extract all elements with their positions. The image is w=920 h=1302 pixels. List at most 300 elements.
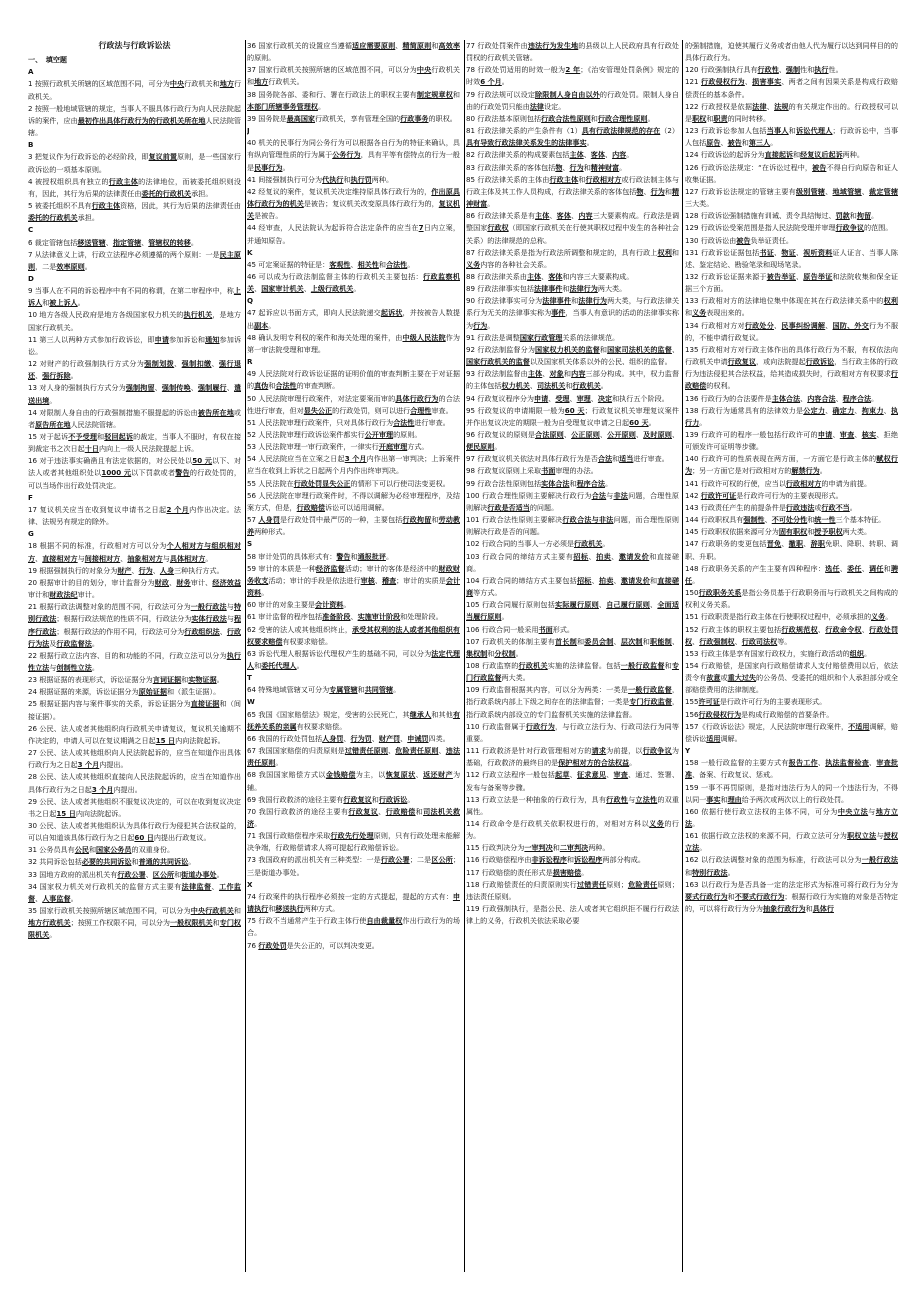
answer-blank: 职能制	[650, 636, 672, 646]
answer-blank: 特别行政法	[692, 867, 728, 877]
question-paragraph: 44 经审查，人民法院认为起诉符合法定条件的应当在7日内立案，并通知原告。	[247, 223, 460, 245]
answer-blank: 自己履行原则	[606, 600, 651, 610]
answer-blank: 主体	[527, 369, 543, 379]
answer-blank: 调任	[869, 563, 884, 573]
answer-blank: 财政	[154, 577, 170, 587]
answer-blank: 行政相对方	[785, 478, 822, 488]
question-paragraph: 74 行政案件的执行程序必须按一定的方式提起，提起的方式有：申请执行和移送执行两种方式。	[247, 891, 460, 914]
answer-blank: 特别行政法	[28, 602, 241, 624]
answer-blank: 审理	[576, 393, 591, 403]
answer-blank: 经复议后起诉	[800, 150, 843, 160]
question-paragraph: 105 行政合同履行原则包括实际履行原则、自己履行原则、全面适当履行原则。	[466, 600, 679, 622]
answer-blank: 效率原则	[56, 261, 85, 271]
answer-blank: 行政规范权	[781, 624, 818, 634]
answer-blank: 行政主体	[108, 176, 139, 186]
question-paragraph: 90 行政法律事实可分为法律事件和法律行为两大类，与行政法律关系行为无关的法律事实称为事件，当事人有意识的活动的法律事实称为行为。	[466, 296, 679, 330]
answer-blank: 便民原则	[466, 442, 495, 452]
question-paragraph: 26 公民、法人或者其他组织向行政机关申请复议，复议机关逾期不作决定的，申请人可以在复议期满之日起15 日内向法院起诉。	[28, 723, 241, 745]
answer-blank: 具体行	[812, 904, 834, 914]
answer-blank: 受理	[555, 393, 570, 403]
answer-blank: 代执行	[322, 174, 344, 184]
answer-blank: 创制性立法	[56, 662, 92, 672]
answer-blank: 全面适当履行原则	[466, 600, 679, 622]
answer-blank: 上诉人	[28, 286, 241, 308]
answer-blank: 最高国家	[286, 113, 316, 123]
answer-blank: 征求意见	[576, 770, 607, 780]
answer-blank: 法定代理人	[247, 648, 460, 670]
question-paragraph: 75 行政不当通常产生于行政主体行使自由裁量权作出行政行为的场合。	[247, 916, 460, 938]
answer-blank: 故意	[706, 673, 721, 683]
question-paragraph: 27 公民、法人或其他组织向人民法院起诉的，应当在知道作出具体行政行为之日起3 个月内提出。	[28, 748, 241, 770]
question-paragraph: 5 被委托组织不具有行政主体资格，因此，其行为后果的法律责任由委托的行政机关承担。	[28, 201, 241, 223]
question-paragraph: 102 行政合同的当事人一方必须是行政机关。	[466, 539, 610, 549]
answer-blank: 被告	[736, 235, 751, 245]
answer-blank: 行政处罚显失公正	[293, 478, 351, 488]
answer-blank: 公定力	[803, 405, 826, 415]
answer-blank: 程序行政法	[28, 614, 241, 636]
question-paragraph: 77 行政处罚案件由违法行为发生地的县级以上人民政府具有行政处罚权的行政机关管辖。	[466, 41, 679, 63]
question-paragraph: 148 行政职务关系的产生主要有四种程序：选任、委任、调任和聘任。	[685, 563, 898, 585]
answer-blank: 复议前置	[148, 152, 178, 162]
question-paragraph: 162 以行政法调整对象的范围为标准，行政法可以分为一般行政法和特别行政法。	[685, 855, 898, 877]
answer-blank: 直接磋商	[466, 575, 679, 598]
question-paragraph: 91 行政法是调整国家行政管理关系的法律规范。	[466, 332, 620, 342]
answer-blank: 显失公正	[303, 405, 333, 415]
answer-blank: 不适用	[848, 721, 870, 731]
answer-blank: 本部门所辖事务管理权	[247, 101, 318, 111]
question-paragraph: 104 行政合同的缔结方式主要包括招标、拍卖、邀请发价和直接磋商等方式。	[466, 575, 679, 598]
answer-blank: 行政行为法	[28, 626, 241, 648]
question-paragraph: 115 行政判决分为一审判决和二审判决两种。	[466, 843, 610, 853]
question-paragraph: 57 人身罚是行政处罚中最严厉的一种，主要包括行政拘留和劳动教养两种形式。	[247, 515, 460, 537]
answer-blank: 间接相对方	[84, 553, 121, 563]
question-paragraph: 64 特殊地域管辖又可分为专属管辖和共同管辖。	[247, 685, 401, 695]
question-paragraph: 80 行政法基本原则包括行政合法性原则和行政合理性原则。	[466, 113, 655, 123]
answer-blank: 拘留	[856, 211, 872, 221]
answer-blank: 拍卖	[598, 575, 614, 585]
answer-blank: 职权	[692, 113, 707, 123]
answer-blank: 作出原具体行政行为的机关	[247, 186, 460, 209]
answer-blank: 权利	[657, 247, 672, 257]
answer-blank: 行政复议	[343, 794, 372, 804]
answer-blank: 主体合法	[771, 393, 801, 403]
question-paragraph: 34 国家权力机关对行政机关的监督方式主要有法律监督、工作监督、人事监督。	[28, 881, 241, 903]
answer-blank: 合法性	[385, 259, 408, 269]
answer-blank: 指定管辖	[112, 237, 142, 247]
index-letter-heading: Y	[685, 746, 691, 756]
question-paragraph: 73 我国政府的派出机关有三种类型：一是行政公署；二是区公所；三是街道办事处。	[247, 855, 460, 877]
index-letter-heading: Q	[247, 296, 254, 306]
answer-blank: 相关性	[357, 259, 379, 269]
answer-blank: 程序合法	[842, 393, 872, 403]
answer-blank: 实物证据	[188, 675, 217, 685]
answer-blank: 复议机关	[247, 199, 460, 221]
question-paragraph: 153 行政主体是享有国家行政权力，实施行政活动的组织。	[685, 648, 872, 658]
question-paragraph: 2 按照一般地域管辖的规定，当事人不服具体行政行为向人民法院起诉的案件，应由最初作出具体行政行为的行政机关所在地人民法院管辖。	[28, 103, 241, 138]
question-paragraph: 92 行政法制监督分为国家权力机关的监督和国家司法机关的监督、国家行政机关的监督以及国家机关体系以外的公民、组织的监督。	[466, 344, 679, 367]
answer-blank: 专门权限机关	[28, 918, 241, 940]
question-paragraph: 108 行政监察的行政机关实施的法律监督。包括一般行政监督和专门行政监督两大类。	[466, 660, 679, 683]
answer-blank: 权利	[883, 296, 898, 306]
answer-blank: 财政财务收支	[247, 563, 460, 585]
answer-blank: 原告所在地	[35, 419, 71, 429]
answer-blank: 客体	[590, 150, 605, 160]
question-paragraph: 39 国务院是最高国家行政机关，享有管理全国的行政事务的职权。	[247, 113, 457, 123]
index-letter-heading: D	[28, 273, 34, 283]
answer-blank: 理由	[727, 794, 742, 804]
answer-blank: 审查批准	[685, 758, 898, 780]
answer-blank: 执行罚	[350, 174, 372, 184]
answer-blank: 地域管辖	[832, 186, 862, 196]
answer-blank: 准备阶段	[322, 612, 351, 622]
question-paragraph: 67 我国国家赔偿的归责原则是过错责任原则、危险责任原则、违法责任原则。	[247, 746, 460, 768]
question-paragraph: 32 共同诉讼包括必要的共同诉讼和普通的共同诉讼。	[28, 857, 196, 867]
question-paragraph: 55 人民法院在行政处罚显失公正的情形下可以行使司法变更权。	[247, 478, 450, 488]
question-paragraph: 161 依据行政立法权的来源不同，行政立法可分为职权立法与授权立法。	[685, 831, 898, 853]
question-paragraph: 132 行政诉讼证据来源于被告举证、原告举证和法院收集和保全证据三个方面。	[685, 271, 898, 294]
answer-blank: 行政监察机关	[247, 271, 460, 294]
question-paragraph: 76 行政处罚是失公正的，可以判决变更。	[247, 940, 379, 950]
question-paragraph: 120 行政强制执行具有行政性、强制性和执行性。	[685, 65, 843, 75]
answer-blank: 被告	[812, 162, 827, 172]
question-paragraph: 79 行政法规可以设定除限制人身自由以外的行政处罚。限制人身自由的行政处罚只能由法律设定。	[466, 89, 679, 111]
answer-blank: 内容合法	[807, 393, 836, 403]
answer-blank: 高效率	[438, 41, 460, 50]
answer-blank: 申诫罚	[407, 733, 429, 743]
answer-blank: 15 日	[155, 735, 176, 745]
answer-blank: 违法行为发生地	[527, 41, 579, 50]
answer-blank: 行政主体	[91, 201, 121, 211]
answer-blank: 第三人	[748, 138, 771, 148]
question-paragraph: 114 行政命令是行政机关依职权进行的，对相对方科以义务的行为。	[466, 819, 679, 841]
answer-blank: 实体合法	[541, 478, 570, 488]
answer-blank: 行政赔偿	[685, 369, 898, 391]
question-paragraph: 47 起诉应以书面方式，即向人民法院递交起诉状，并按被告人数提出副本。	[247, 308, 460, 330]
question-paragraph: 127 行政诉讼法规定的管辖主要有级别管辖、地域管辖、裁定管辖三大类。	[685, 186, 898, 209]
answer-blank: 合法	[591, 490, 607, 500]
answer-blank: 行为	[650, 186, 665, 196]
answer-blank: 行政复议	[348, 806, 379, 816]
question-paragraph: 37 国家行政机关按照所辖的区域范围不同，可以分为中央行政机关和地方行政机关。	[247, 65, 460, 87]
answer-blank: 过错责任原则	[344, 746, 389, 756]
question-paragraph: 10 地方各级人民政府是地方各级国家权力机关的执行机关，是地方国家行政机关。	[28, 310, 241, 332]
answer-blank: 损害事实	[752, 77, 782, 87]
answer-blank: 行政权	[487, 223, 509, 233]
answer-blank: 专属管辖	[329, 685, 358, 695]
question-paragraph: 136 行政行为的合法要件是主体合法、内容合法、程序合法。	[685, 393, 879, 403]
answer-blank: 非法	[613, 490, 629, 500]
question-paragraph: 38 国务院各部、委和行、署在行政法上的职权主要有制定规章权和本部门所辖事务管理权。	[247, 89, 460, 111]
answer-blank: 2 个月	[166, 504, 190, 514]
answer-blank: 被告举证	[766, 271, 796, 281]
answer-blank: 国家司法机关的监督	[607, 344, 672, 354]
answer-blank: 公开审理	[364, 430, 394, 439]
answer-blank: 具体行政行为	[395, 393, 439, 403]
answer-blank: 委任	[847, 563, 862, 573]
question-paragraph: 87 行政法律关系是指为行政法所调整和规定的，具有行政上权利和义务内容的各种社会关系。	[466, 247, 679, 269]
answer-blank: 原告	[706, 138, 721, 148]
answer-blank: 委托的行政机关	[28, 213, 78, 223]
answer-blank: 执行机关	[183, 310, 213, 320]
answer-blank: 权力机关	[501, 381, 530, 391]
answer-blank: 驳回起诉	[104, 432, 134, 441]
answer-blank: 工作监督	[28, 881, 241, 903]
question-paragraph: 154 行政赔偿，是国家向行政赔偿请求人支付赔偿费用以后，依法责令有故意或重大过失的公务员、受委托的组织和个人承担部分或全部赔偿费用的法律制度。	[685, 660, 898, 695]
answer-blank: 行政行为	[525, 721, 556, 731]
answer-blank: 具有导致行政法律关系发生的法律事实	[466, 138, 587, 148]
question-paragraph: 119 行政强制执行，是指公民、法人或者其它组织拒不履行行政法律上的义务，行政机关依法采取必要	[466, 904, 679, 926]
question-paragraph: 29 公民、法人或者其他组织不服复议决定的，可以在收到复议决定书之日起15 日内向法院起诉。	[28, 796, 241, 818]
question-paragraph: 81 行政法律关系的产生条件有（1）具有行政法律规范的存在（2）具有导致行政法律关系发生的法律事实。	[466, 126, 679, 148]
question-paragraph: 56 人民法院在审理行政案件时，不得以调解为必经审理程序，及结案方式，但是，行政赔偿诉讼可以适用调解。	[247, 490, 460, 512]
answer-blank: 移送管辖	[77, 237, 106, 247]
answer-blank: 直接证据	[190, 699, 220, 709]
question-paragraph: 14 对限制人身自由的行政强制措施不服提起的诉讼由被告所在地或者原告所在地人民法院管辖。	[28, 407, 241, 429]
question-paragraph: 50 人民法院审理行政案件，对法定要案而审的具体行政行为的合法性进行审查，但对显失公正的行政处罚，则可以进行合理性审查。	[247, 393, 460, 415]
question-paragraph: 20 根据审计的目的划分，审计监督分为财政、财务审计、经济效益审计和财政法纪审计。	[28, 577, 241, 600]
answer-blank: 物	[555, 162, 563, 172]
answer-blank: 行政公署	[380, 855, 410, 865]
question-paragraph: 4 被授权组织具有独立的行政主体的法律地位，而被委托组织则没有，因此，其行为后果的法律责任由委托的行政机关承担。	[28, 176, 241, 198]
answer-blank: 合理性	[410, 405, 432, 415]
answer-blank: 集权制	[466, 648, 488, 658]
index-letter-heading: C	[28, 225, 34, 235]
question-paragraph: 121 行政侵权行为、损害事实、两者之间有因果关系是构成行政赔偿责任的基本条件。	[685, 77, 898, 99]
answer-blank: 真伪	[254, 381, 269, 391]
answer-blank: 行政赔偿	[296, 502, 326, 512]
answer-blank: 危险责任原则	[395, 746, 439, 756]
answer-blank: 级别管辖	[795, 186, 826, 196]
question-paragraph: 28 公民、法人或其他组织直接向人民法院起诉的，应当在知道作出具体行政行为之日起3 个月内提出。	[28, 772, 241, 794]
answer-blank: 强制性	[743, 515, 765, 525]
answer-blank: 主体	[569, 150, 584, 160]
question-paragraph: 140 行政许可的性质表现在两方面，一方面它是行政主体的赋权行为；另一方面它是对行政相对方的解禁行为。	[685, 454, 898, 476]
question-paragraph: 53 人民法院审理一审行政案件，一律实行开庭审理方式。	[247, 442, 429, 452]
question-paragraph: 68 我国国家赔偿方式以金钱赔偿为主，以恢复原状、返还财产为辅。	[247, 770, 460, 792]
answer-blank: 行政是否适当	[487, 502, 530, 512]
question-paragraph: 24 根据证据的来源，诉讼证据分为原始证据和（派生证据）。	[28, 687, 221, 697]
question-paragraph: 17 复议机关应当在收到复议申请书之日起2 个月内作出决定。法律、法规另有规定的除外。	[28, 504, 241, 527]
question-paragraph: 7 从法律意义上讲，行政立法程序必须遵循的两个原则：一是民主原则，二是效率原则。	[28, 249, 241, 271]
answer-blank: 返还财产	[423, 770, 453, 780]
question-paragraph: 71 我国行政赔偿程序采取行政先行处理原则，只有行政处理未能解决争端，行政赔偿请求人将可提起行政赔偿诉讼。	[247, 831, 460, 853]
answer-blank: 人身	[159, 565, 175, 575]
answer-blank: 2 年	[565, 65, 581, 75]
answer-blank: 继承人	[409, 709, 432, 719]
question-paragraph: 106 行政合同一般采用书面形式。	[466, 624, 575, 634]
question-paragraph: 138 行政行为通常具有的法律效力是公定力、确定力、拘束力、执行力。	[685, 405, 898, 427]
answer-blank: 行政监督法	[56, 638, 92, 648]
answer-blank: 专门行政监督	[629, 697, 672, 707]
index-letter-heading: W	[247, 697, 255, 707]
index-letter-heading: A	[28, 67, 34, 77]
question-paragraph: 16 对于违法事实确凿且有法定依据的，对公民处以50 元以下、对法人或者其他组织处以1000 元以下罚款或者警告的行政处罚的，可以当场作出行政处罚决定。	[28, 456, 241, 490]
answer-blank: 二审判决	[559, 843, 589, 853]
answer-blank: 中央立法	[837, 806, 869, 816]
question-paragraph: 12 对财产的行政强制执行方式分为强制划拨、强制扣缴、强行退还、强行拆除。	[28, 359, 241, 381]
question-paragraph: 95 行政复议的申请期限一般为60 天；行政复议机关审理复议案件并作出复议决定的期限一般为自受理复议申请之日起60 天。	[466, 405, 679, 427]
answer-blank: 15 日	[56, 808, 76, 818]
question-paragraph: 151 行政职责是指行政主体在行使职权过程中，必须承担的义务。	[685, 612, 893, 622]
answer-blank: 报告工作	[788, 758, 818, 768]
question-paragraph: 69 我国行政救济的途径主要有行政复议和行政诉讼。	[247, 794, 415, 804]
question-paragraph: 133 行政相对方的法律地位集中体现在其在行政法律关系中的权利和义务表现出来的。	[685, 296, 898, 318]
answer-blank: 行政职务关系	[698, 588, 742, 598]
question-paragraph: 158 一般行政监督的主要方式有报告工作、执法监督检查、审查批准、备案、行政复议、惩戒。	[685, 758, 898, 780]
question-paragraph: 126 行政诉讼法规定：“在诉讼过程中，被告不得自行向原告和证人收集证据。	[685, 162, 898, 184]
answer-blank: 物	[636, 186, 644, 196]
answer-blank: 国防、外交	[832, 320, 870, 330]
answer-blank: 具有行政法律规范的存在	[581, 126, 661, 136]
answer-blank: 行政赔偿	[385, 806, 416, 816]
answer-blank: 合法	[597, 454, 613, 464]
question-paragraph: 159 一事不再罚原则，是指对违法行为人的同一个违法行为，不得以同一事实和理由给予两次或两次以上的行政处罚。	[685, 782, 898, 804]
question-paragraph: 1 按照行政机关所辖的区域范围不同，可分为中央行政机关和地方行政机关。	[28, 79, 241, 101]
answer-blank: 行为	[473, 320, 488, 330]
question-paragraph: 135 行政相对方对行政主体作出的具体行政行为不服，有权依法向行政机关申请行政复议，或向法院提起行政诉讼，当行政主体的行政行为违法侵犯其合法权益，给其造成损失时，行政相对方有权要求行政赔偿的权利。	[685, 344, 898, 391]
question-paragraph: 143 行政责任产生的前提条件是行政违法或行政不当。	[685, 502, 857, 512]
answer-blank: 职责	[713, 113, 728, 123]
question-paragraph: 157《行政诉讼法》规定，人民法院审理行政案件，不适用调解，赔偿诉讼适用调解。	[685, 721, 898, 743]
question-paragraph: 99 行政合法性原则包括实体合法和程序合法。	[466, 478, 613, 488]
answer-blank: 审核	[360, 575, 375, 585]
answer-blank: 事实	[706, 794, 721, 804]
answer-blank: 中央	[169, 79, 185, 89]
answer-blank: 内容	[612, 150, 627, 160]
index-letter-heading: F	[28, 492, 33, 502]
question-paragraph: 156行政侵权行为是构成行政赔偿的首要条件。	[685, 709, 834, 719]
answer-blank: 民事纠纷调解	[781, 320, 826, 330]
answer-blank: 人事监督	[42, 893, 71, 903]
answer-blank: 招标	[573, 551, 589, 561]
answer-blank: 行政机关	[572, 381, 601, 391]
answer-blank: 司法机关救济	[247, 806, 460, 828]
answer-blank: 内容	[578, 211, 593, 221]
answer-blank: 公正原则	[571, 430, 600, 439]
answer-blank: 不予受理	[68, 432, 98, 441]
answer-blank: 通知	[205, 334, 220, 344]
answer-blank: 最初作出具体行政行为的行政机关所在地	[77, 115, 206, 125]
answer-blank: 行政组织法	[184, 626, 220, 636]
answer-blank: 晋免	[766, 539, 782, 549]
question-paragraph: 147 行政职务的变更包括晋免、撤职、辞职免职、降职、转职、调职、升职。	[685, 539, 898, 561]
question-paragraph: 78 行政处罚适用的时效一般为2 年；《治安管理处罚条例》规定的时效6 个月。	[466, 65, 679, 87]
question-paragraph: 89 行政法律事实包括法律事件和法律行为两大类。	[466, 284, 627, 294]
question-paragraph: 13 对人身的强制执行方式分为强制拘留、强制传唤、强制履行、遣送出境。	[28, 383, 241, 405]
answer-blank: 客体	[556, 211, 572, 221]
answer-blank: 行政强制权	[699, 636, 735, 646]
answer-blank: 固有职权	[778, 527, 808, 537]
answer-blank: 保护相对方的合法权益	[558, 758, 630, 768]
answer-blank: 合法原则	[535, 430, 564, 439]
answer-blank: 地方行政机关	[28, 918, 71, 928]
answer-blank: 选任	[825, 563, 840, 573]
answer-blank: 行政合法与非法	[562, 515, 614, 525]
answer-blank: 行政处罚权	[685, 624, 898, 646]
answer-blank: 适用	[706, 733, 721, 743]
answer-blank: 行政相对方	[585, 174, 622, 184]
answer-blank: 行政先行处理	[330, 831, 374, 841]
question-paragraph: 66 我国的行政处罚包括人身罚、行为罚、财产罚、申诫罚四类。	[247, 733, 450, 743]
answer-blank: 强制拘留	[125, 383, 155, 393]
answer-blank: 行政主体	[549, 174, 579, 184]
answer-blank: 客体	[548, 271, 563, 281]
answer-blank: 6 个月	[480, 77, 502, 87]
question-paragraph: 142 行政许可证是行政许可行为的主要表现形式。	[685, 490, 843, 500]
answer-blank: 义务	[692, 308, 707, 318]
question-paragraph: 6 裁定管辖包括移送管辖、指定管辖、管辖权的转移。	[28, 237, 198, 247]
answer-blank: 实施审计阶段	[357, 612, 401, 622]
question-paragraph: 152 行政主体的职权主要包括行政规范权、行政命令权、行政处罚权、行政强制权、行政司法权等。	[685, 624, 898, 646]
answer-blank: 具体相对方	[169, 553, 206, 563]
answer-blank: 财产	[117, 565, 132, 575]
answer-blank: 组织	[849, 648, 864, 658]
answer-blank: 管辖权的转移	[148, 237, 191, 247]
answer-blank: 言词证据	[152, 675, 182, 685]
answer-blank: 遣送出境	[28, 383, 241, 405]
question-paragraph: 134 行政相对方对行政处分、民事纠纷调解、国防、外交行为不服的，不能申请行政复议。	[685, 320, 898, 342]
answer-blank: 程序合法	[576, 478, 605, 488]
answer-blank: 精简原则	[402, 41, 432, 50]
answer-blank: 经济效益	[212, 577, 241, 587]
question-paragraph: 160 依据行使行政立法权的主体不同，可分为中央立法与地方立法。	[685, 806, 898, 828]
question-paragraph: 113 行政立法是一种抽象的行政行为，具有行政性与立法性的双重属性。	[466, 794, 679, 816]
answer-blank: 一般权限机关	[170, 918, 213, 928]
answer-blank: 国家行政机关的监督	[466, 357, 530, 367]
answer-blank: 专门行政监督	[466, 660, 679, 683]
question-paragraph: 11 第三人以两种方式参加行政诉讼，即申请参加诉讼和通知参加诉讼。	[28, 334, 241, 356]
question-paragraph: 88 行政法律关系由主体、客体和内容三大要素构成。	[466, 271, 634, 281]
question-paragraph: 51 人民法院审理行政案件，只对具体行政行为合法性进行审查。	[247, 417, 450, 427]
answer-blank: 3 个月	[77, 760, 100, 770]
answer-blank: 地方	[254, 77, 269, 87]
answer-blank: 诉讼代理人	[795, 126, 833, 136]
question-paragraph: 58 审计处罚的具体形式有：警告和通报批评。	[247, 551, 394, 561]
question-paragraph: 124 行政诉讼的起诉分为直接起诉和经复议后起诉两种。	[685, 150, 864, 160]
question-paragraph: 112 行政立法程序一般包括起草、征求意见、审查、通过、签署、发布与备案等步骤。	[466, 770, 679, 792]
answer-blank: 公民	[74, 845, 89, 855]
question-paragraph: 18 根据不同的标准，行政相对方可以分为个人相对方与组织相对方、直接相对方与间接相对方、抽象相对方与具体相对方。	[28, 541, 241, 563]
question-paragraph: 36 国家行政机关的设置应当遵循适应需要原则、精简原则和高效率的原则。	[247, 41, 460, 63]
answer-blank: 申请执行	[247, 891, 460, 914]
question-paragraph: 128 行政诉讼强制措施有训诫、责令具结悔过、罚款和拘留。	[685, 211, 879, 221]
question-paragraph: 141 行政许可权的行使，应当以行政相对方的申请为前提。	[685, 478, 872, 488]
answer-blank: 法律	[752, 101, 767, 111]
question-paragraph: 48 确认发明专利权的案件和海关处理的案件，由中级人民法院作为第一审法院受理和审理。	[247, 332, 460, 354]
question-paragraph: 21 根据行政法调整对象的范围不同，行政法可分为一般行政法与特别行政法；根据行政法规范的性质不同，行政法分为实体行政法与程序行政法；根据行政法的作用不同，行政法可分为行政组织法、行政行为法及行政监督法。	[28, 602, 241, 648]
answer-blank: 首长制	[555, 636, 577, 646]
answer-blank: 法律行为	[578, 296, 608, 306]
question-paragraph: 9 当事人在不同的诉讼程序中有不同的称谓，在第二审程序中，称上诉人和被上诉人。	[28, 286, 241, 308]
answer-blank: 核实	[861, 430, 877, 439]
question-paragraph: 145 行政职权依据来源可分为固有职权和授予职权两大类。	[685, 527, 872, 537]
question-paragraph: 131 行政诉讼证据包括书证、物证、视听资料证人证言、当事人陈述、鉴定结论、勘验笔录和现场笔录。	[685, 247, 898, 269]
answer-blank: 起草	[555, 770, 570, 780]
answer-blank: 视听资料	[803, 247, 833, 257]
question-paragraph: 116 行政赔偿程序由非诉讼程序和诉讼程序两部分构成。	[466, 855, 645, 865]
answer-blank: 被告所在地	[197, 407, 234, 417]
document-title: 行政法与行政诉讼法	[98, 41, 171, 50]
question-paragraph: 的强制措施，迫使其履行义务或者由他人代为履行以达到同样目的的具体行政行为。	[685, 41, 898, 63]
question-paragraph: 70 我国行政救济的途径主要有行政复议、行政赔偿和司法机关救济。	[247, 806, 460, 828]
answer-blank: 原告举证	[803, 271, 833, 281]
answer-blank: 一般行政监督	[620, 660, 665, 670]
answer-blank: 授予职权	[814, 527, 843, 537]
answer-blank: 区公所	[431, 855, 453, 865]
answer-blank: 强制	[785, 65, 801, 75]
answer-blank: 法律	[529, 101, 545, 111]
question-paragraph: 40 机关的民事行为同公务行为可以根据各自行为的特征来确认，具有纵向管理性质的行为属于公务行为，具有平等有偿特点的行为一般是民事行为。	[247, 138, 460, 172]
